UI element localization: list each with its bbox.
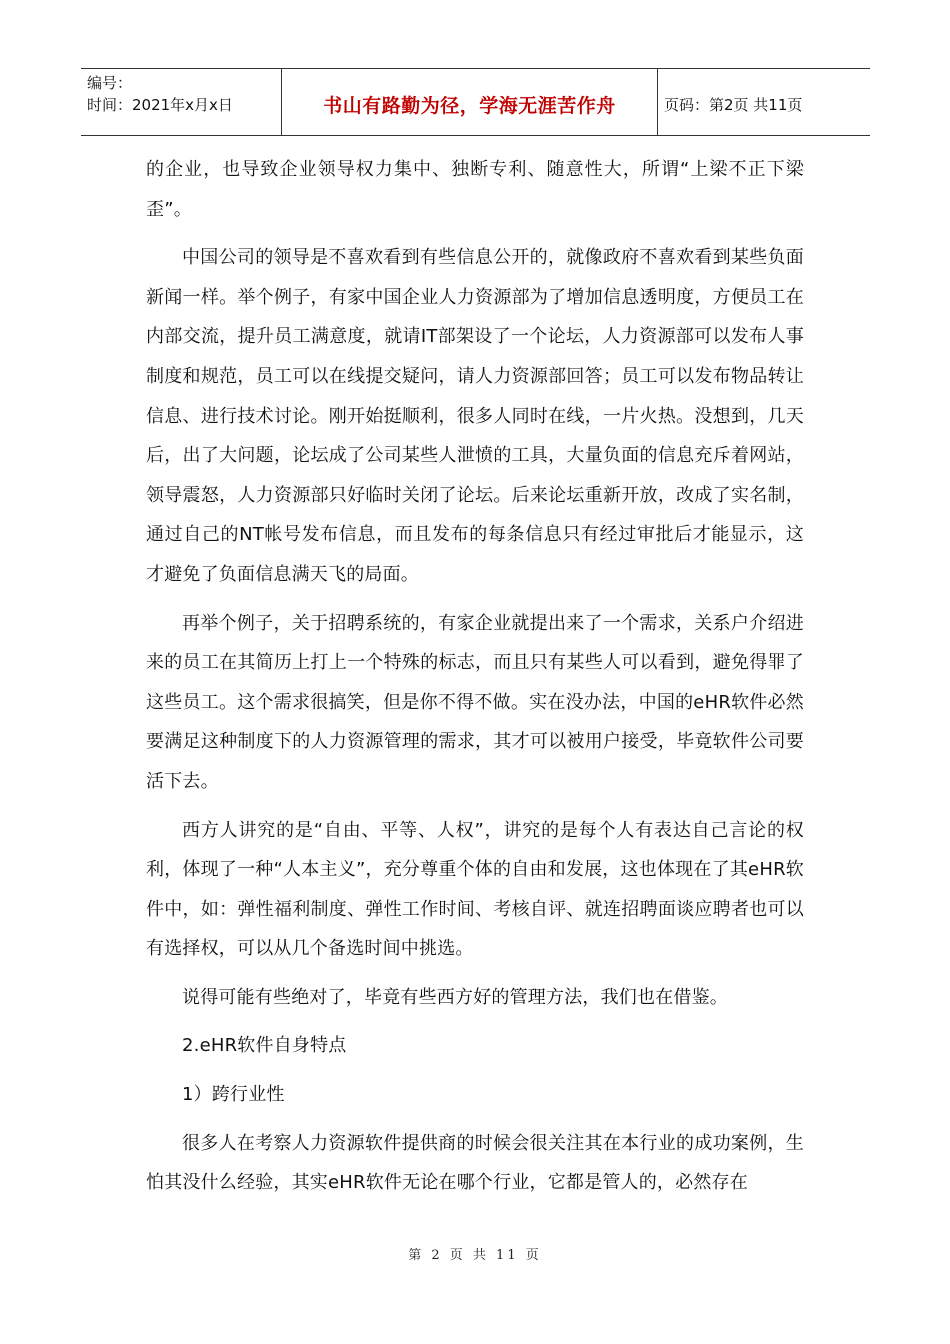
document-body [146, 150, 804, 1203]
document-header [81, 68, 870, 136]
header-info-cell [81, 69, 282, 135]
serial-number-label: 编号： [87, 74, 133, 92]
paragraph: 说得可能有些绝对了，毕竟有些西方好的管理方法，我们也在借鉴。 [182, 986, 728, 1008]
section-heading: 2.eHR软件自身特点 [182, 1035, 347, 1057]
header-motto: 书山有路勤为径，学海无涯苦作舟 [282, 69, 658, 135]
paragraph: 再举个例子，关于招聘系统的，有家企业就提出来了一个需求，关系户介绍进来的员工在其简历上打上一个特殊的标志，而且只有某些人可以看到，避免得罪了这些员工。这个需求很搞笑，但是你不得不做。实在没办法，中国的eHR软件必然要满足这种制度下的人力资源管理的需求，其才可以被用户接受，毕竟软件公司要活下去。 [146, 612, 804, 792]
paragraph: 中国公司的领导是不喜欢看到有些信息公开的，就像政府不喜欢看到某些负面新闻一样。举个例子，有家中国企业人力资源部为了增加信息透明度，方便员工在内部交流，提升员工满意度，就请IT部架设了一个论坛，人力资源部可以发布人事制度和规范，员工可以在线提交疑问，请人力资源部回答；员工可以发布物品转让信息、进行技术讨论。刚开始挺顺利，很多人同时在线，一片火热。没想到，几天后，出了大问题，论坛成了公司某些人泄愤的工具，大量负面的信息充斥着网站，领导震怒，人力资源部只好临时关闭了论坛。后来论坛重新开放，改成了实名制，通过自己的NT帐号发布信息，而且发布的每条信息只有经过审批后才能显示，这才避免了负面信息满天飞的局面。 [146, 247, 804, 585]
paragraph: 西方人讲究的是“自由、平等、人权”，讲究的是每个人有表达自己言论的权利，体现了一种“人本主义”，充分尊重个体的自由和发展，这也体现在了其eHR软件中，如：弹性福利制度、弹性工作时间、考核自评、就连招聘面谈应聘者也可以有选择权，可以从几个备选时间中挑选。 [146, 819, 804, 960]
subsection-heading: 1）跨行业性 [182, 1084, 285, 1106]
page-footer: 第 2 页 共 11 页 [408, 1248, 542, 1263]
header-page-info: 页码：第2页 共11页 [664, 95, 803, 114]
paragraph: 很多人在考察人力资源软件提供商的时候会很关注其在本行业的成功案例，生怕其没什么经验，其实eHR软件无论在哪个行业，它都是管人的，必然存在 [146, 1132, 804, 1194]
paragraph-continuation: 的企业，也导致企业领导权力集中、独断专利、随意性大，所谓“上梁不正下梁歪”。 [146, 159, 804, 220]
date-label: 时间：2021年x月x日 [87, 96, 233, 114]
